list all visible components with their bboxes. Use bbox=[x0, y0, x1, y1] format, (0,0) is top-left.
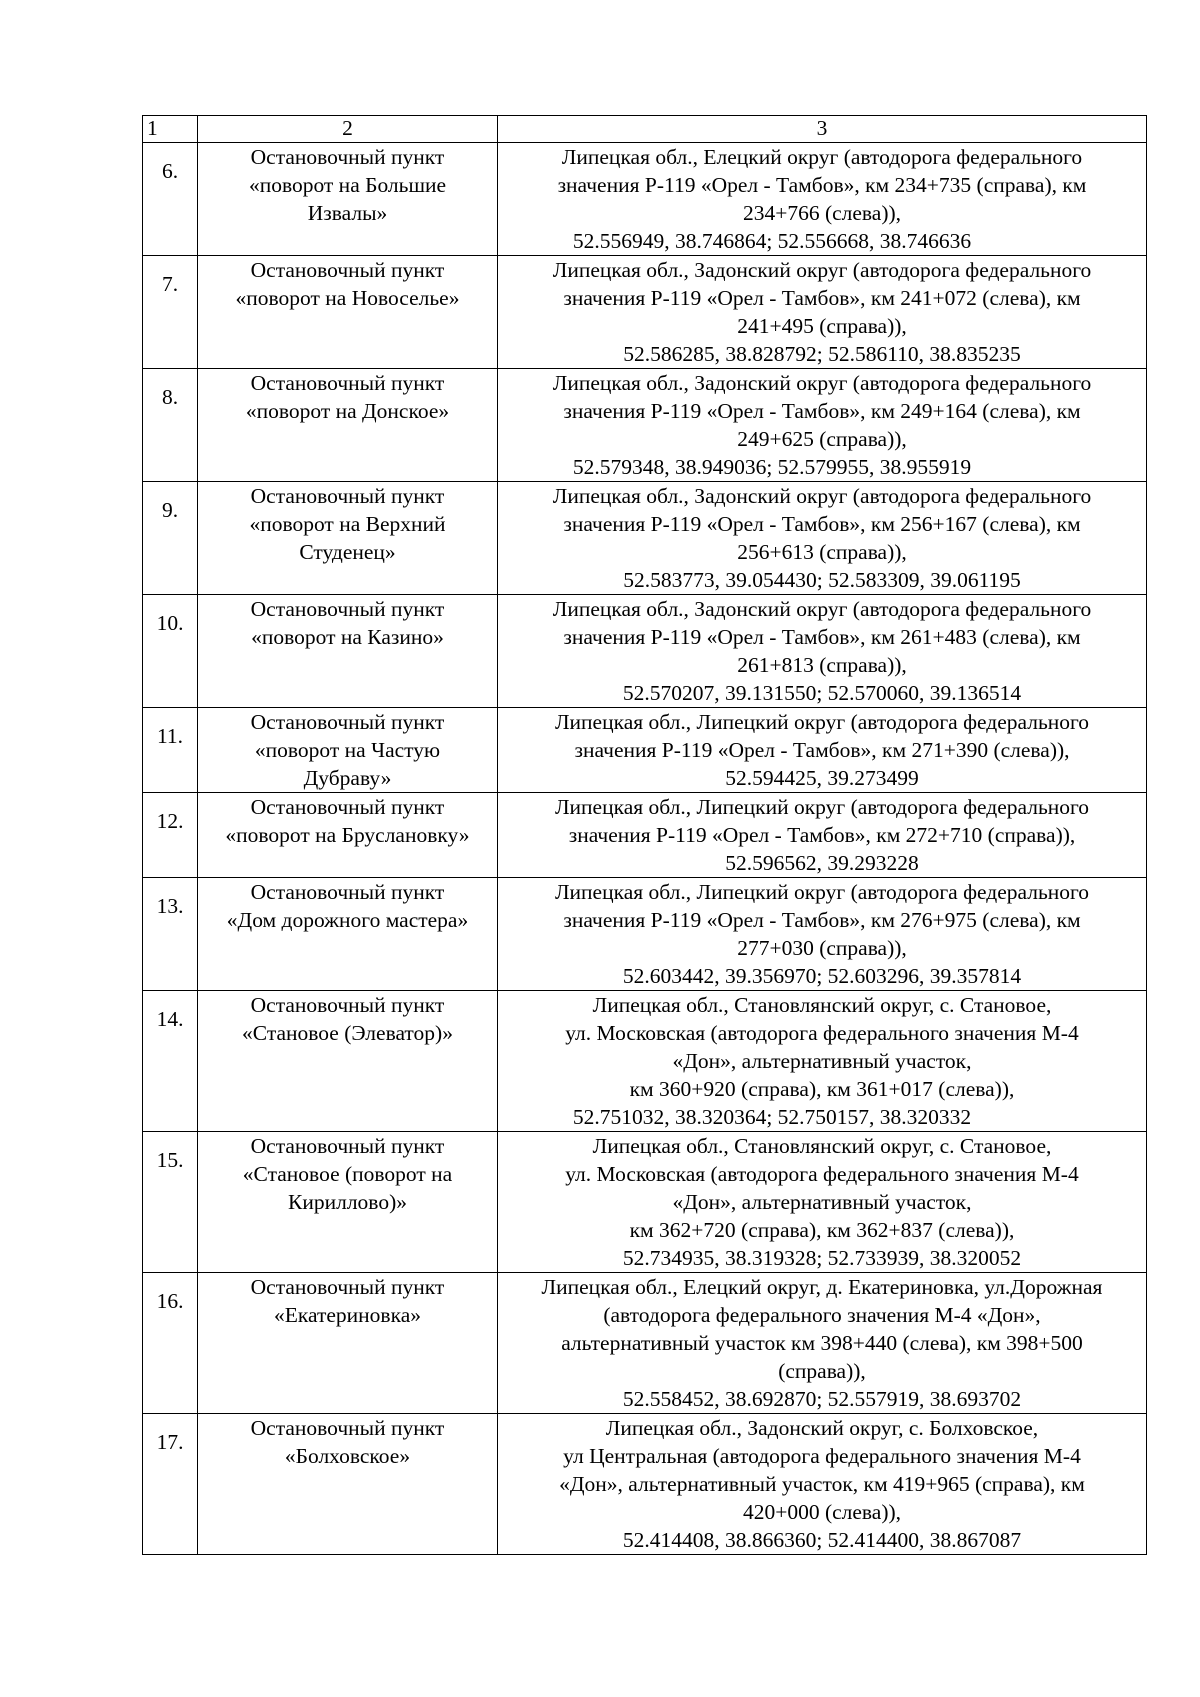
stop-coordinates: 52.558452, 38.692870; 52.557919, 38.693702 bbox=[622, 1387, 1022, 1411]
stop-name-line: Остановочный пункт bbox=[250, 1134, 445, 1158]
stop-name-line: Остановочный пункт bbox=[250, 258, 445, 282]
row-number: 16. bbox=[143, 1273, 198, 1414]
row-number: 6. bbox=[143, 143, 198, 256]
stop-address-line: значения Р-119 «Орел - Тамбов», км 241+072 (слева), км bbox=[563, 286, 1081, 310]
stop-address-line: Липецкая обл., Липецкий округ (автодорога федерального bbox=[554, 795, 1090, 819]
stop-address bbox=[498, 1273, 1147, 1414]
stop-address-line: Липецкая обл., Становлянский округ, с. Становое, bbox=[592, 993, 1052, 1017]
stop-address-line: Липецкая обл., Елецкий округ (автодорога федерального bbox=[561, 145, 1083, 169]
stop-address bbox=[498, 1414, 1147, 1555]
stop-name-line: Остановочный пункт bbox=[250, 484, 445, 508]
row-number: 14. bbox=[143, 991, 198, 1132]
table-row bbox=[143, 1132, 1147, 1273]
stop-name-line: Остановочный пункт bbox=[250, 795, 445, 819]
stop-name bbox=[198, 256, 498, 369]
stop-coordinates: 52.556949, 38.746864; 52.556668, 38.746636 bbox=[572, 229, 972, 253]
stop-name-line: Остановочный пункт bbox=[250, 1416, 445, 1440]
column-header-3: 3 bbox=[498, 116, 1147, 143]
row-number: 9. bbox=[143, 482, 198, 595]
stop-address-line: (справа)), bbox=[778, 1359, 866, 1383]
stop-address-line: 234+766 (слева)), bbox=[742, 201, 902, 225]
stop-name-line: Дубраву» bbox=[303, 766, 392, 790]
stop-name-line: «Екатериновка» bbox=[273, 1303, 421, 1327]
stop-address-line: «Дон», альтернативный участок, bbox=[672, 1049, 972, 1073]
stop-address bbox=[498, 1132, 1147, 1273]
stop-name bbox=[198, 793, 498, 878]
stop-coordinates: 52.734935, 38.319328; 52.733939, 38.320052 bbox=[622, 1246, 1022, 1270]
stop-name-line: Остановочный пункт bbox=[250, 993, 445, 1017]
table-row bbox=[143, 369, 1147, 482]
row-number: 17. bbox=[143, 1414, 198, 1555]
stop-name-line: Остановочный пункт bbox=[250, 597, 445, 621]
stop-name-line: Остановочный пункт bbox=[250, 371, 445, 395]
stop-address bbox=[498, 793, 1147, 878]
stop-name bbox=[198, 1273, 498, 1414]
stop-address-line: Липецкая обл., Задонский округ (автодорога федерального bbox=[552, 484, 1092, 508]
stop-name-line: «Болховское» bbox=[284, 1444, 411, 1468]
stop-name-line: «поворот на Казино» bbox=[251, 625, 444, 649]
row-number: 13. bbox=[143, 878, 198, 991]
stop-name-line: Остановочный пункт bbox=[250, 880, 445, 904]
stop-address-line: ул. Московская (автодорога федерального значения М-4 bbox=[565, 1162, 1079, 1186]
stop-name-line: Остановочный пункт bbox=[250, 1275, 445, 1299]
stop-address bbox=[498, 369, 1147, 482]
stop-address-line: Липецкая обл., Липецкий округ (автодорога федерального bbox=[554, 880, 1090, 904]
stop-name-line: Извалы» bbox=[307, 201, 388, 225]
header-row bbox=[143, 116, 1147, 143]
stop-address-line: «Дон», альтернативный участок, км 419+965 (справа), км bbox=[559, 1472, 1085, 1496]
stop-address bbox=[498, 878, 1147, 991]
stop-address-line: 241+495 (справа)), bbox=[737, 314, 907, 338]
stop-address bbox=[498, 482, 1147, 595]
stop-name bbox=[198, 1132, 498, 1273]
stop-address-line: 420+000 (слева)), bbox=[742, 1500, 902, 1524]
stop-address-line: Липецкая обл., Задонский округ (автодорога федерального bbox=[552, 371, 1092, 395]
stop-name-line: Студенец» bbox=[299, 540, 396, 564]
stop-coordinates: 52.586285, 38.828792; 52.586110, 38.835235 bbox=[623, 342, 1021, 366]
stop-coordinates: 52.570207, 39.131550; 52.570060, 39.136514 bbox=[622, 681, 1022, 705]
table-row bbox=[143, 708, 1147, 793]
stop-name-line: «Дом дорожного мастера» bbox=[226, 908, 469, 932]
stop-coordinates: 52.594425, 39.273499 bbox=[725, 766, 919, 790]
stop-address-line: Липецкая обл., Елецкий округ, д. Екатериновка, ул.Дорожная bbox=[541, 1275, 1103, 1299]
stop-name-line: «поворот на Новоселье» bbox=[235, 286, 460, 310]
table-row bbox=[143, 1414, 1147, 1555]
stop-name-line: «поворот на Верхний bbox=[249, 512, 446, 536]
stop-address-line: 249+625 (справа)), bbox=[737, 427, 907, 451]
stop-address bbox=[498, 143, 1147, 256]
stop-name bbox=[198, 482, 498, 595]
stop-address-line: (автодорога федерального значения М-4 «Дон», bbox=[603, 1303, 1041, 1327]
stop-address-line: «Дон», альтернативный участок, bbox=[672, 1190, 972, 1214]
stop-name-line: «поворот на Бруслановку» bbox=[225, 823, 470, 847]
row-number: 10. bbox=[143, 595, 198, 708]
row-number: 8. bbox=[143, 369, 198, 482]
stop-name bbox=[198, 878, 498, 991]
stop-address-line: альтернативный участок км 398+440 (слева), км 398+500 bbox=[561, 1331, 1083, 1355]
row-number: 11. bbox=[143, 708, 198, 793]
row-number: 15. bbox=[143, 1132, 198, 1273]
table-row bbox=[143, 878, 1147, 991]
stop-address-line: значения Р-119 «Орел - Тамбов», км 256+167 (слева), км bbox=[563, 512, 1081, 536]
stop-coordinates: 52.596562, 39.293228 bbox=[725, 851, 919, 875]
stop-name-line: Остановочный пункт bbox=[250, 710, 445, 734]
stop-name-line: Остановочный пункт bbox=[250, 145, 445, 169]
table-row bbox=[143, 595, 1147, 708]
stop-address-line: 256+613 (справа)), bbox=[737, 540, 907, 564]
stop-address-line: значения Р-119 «Орел - Тамбов», км 276+975 (слева), км bbox=[563, 908, 1081, 932]
stop-name-line: «Становое (Элеватор)» bbox=[242, 1021, 453, 1045]
stop-name bbox=[198, 708, 498, 793]
stop-address-line: значения Р-119 «Орел - Тамбов», км 234+735 (справа), км bbox=[557, 173, 1087, 197]
row-number: 12. bbox=[143, 793, 198, 878]
column-header-1: 1 bbox=[143, 116, 198, 143]
stop-address-line: ул. Московская (автодорога федерального значения М-4 bbox=[565, 1021, 1079, 1045]
stop-address-line: ул Центральная (автодорога федерального значения М-4 bbox=[563, 1444, 1081, 1468]
stop-address-line: значения Р-119 «Орел - Тамбов», км 272+710 (справа)), bbox=[568, 823, 1076, 847]
stop-address-line: значения Р-119 «Орел - Тамбов», км 249+164 (слева), км bbox=[563, 399, 1081, 423]
table-row bbox=[143, 143, 1147, 256]
table-row bbox=[143, 482, 1147, 595]
table-row bbox=[143, 793, 1147, 878]
stop-coordinates: 52.414408, 38.866360; 52.414400, 38.867087 bbox=[622, 1528, 1022, 1552]
stop-name-line: «поворот на Большие bbox=[248, 173, 447, 197]
stop-address-line: Липецкая обл., Задонский округ (автодорога федерального bbox=[552, 258, 1092, 282]
stop-address-line: 261+813 (справа)), bbox=[737, 653, 907, 677]
stop-name bbox=[198, 595, 498, 708]
stop-address bbox=[498, 256, 1147, 369]
stop-address-line: 277+030 (справа)), bbox=[737, 936, 907, 960]
stop-coordinates: 52.579348, 38.949036; 52.579955, 38.955919 bbox=[572, 455, 972, 479]
stop-coordinates: 52.751032, 38.320364; 52.750157, 38.320332 bbox=[572, 1105, 972, 1129]
stop-address-line: Липецкая обл., Задонский округ (автодорога федерального bbox=[552, 597, 1092, 621]
stop-address bbox=[498, 991, 1147, 1132]
stop-name-line: «Становое (поворот на bbox=[242, 1162, 453, 1186]
stop-address-line: Липецкая обл., Липецкий округ (автодорога федерального bbox=[554, 710, 1090, 734]
stop-coordinates: 52.583773, 39.054430; 52.583309, 39.061195 bbox=[623, 568, 1021, 592]
stop-name bbox=[198, 1414, 498, 1555]
stop-name-line: Кириллово)» bbox=[288, 1190, 407, 1214]
row-number: 7. bbox=[143, 256, 198, 369]
stop-address-line: значения Р-119 «Орел - Тамбов», км 261+483 (слева), км bbox=[563, 625, 1081, 649]
table-body bbox=[143, 116, 1147, 1555]
stop-address-line: км 360+920 (справа), км 361+017 (слева)), bbox=[629, 1077, 1015, 1101]
table-row bbox=[143, 1273, 1147, 1414]
stop-coordinates: 52.603442, 39.356970; 52.603296, 39.357814 bbox=[622, 964, 1022, 988]
column-header-2: 2 bbox=[198, 116, 498, 143]
stop-address-line: значения Р-119 «Орел - Тамбов», км 271+390 (слева)), bbox=[574, 738, 1070, 762]
table-row bbox=[143, 256, 1147, 369]
stops-table bbox=[142, 115, 1147, 1555]
stop-address bbox=[498, 708, 1147, 793]
stop-address-line: км 362+720 (справа), км 362+837 (слева)), bbox=[629, 1218, 1015, 1242]
stop-address-line: Липецкая обл., Задонский округ, с. Болховское, bbox=[605, 1416, 1039, 1440]
stop-name-line: «поворот на Частую bbox=[254, 738, 441, 762]
table-row bbox=[143, 991, 1147, 1132]
stop-name-line: «поворот на Донское» bbox=[245, 399, 450, 423]
stop-address bbox=[498, 595, 1147, 708]
stop-address-line: Липецкая обл., Становлянский округ, с. Становое, bbox=[592, 1134, 1052, 1158]
